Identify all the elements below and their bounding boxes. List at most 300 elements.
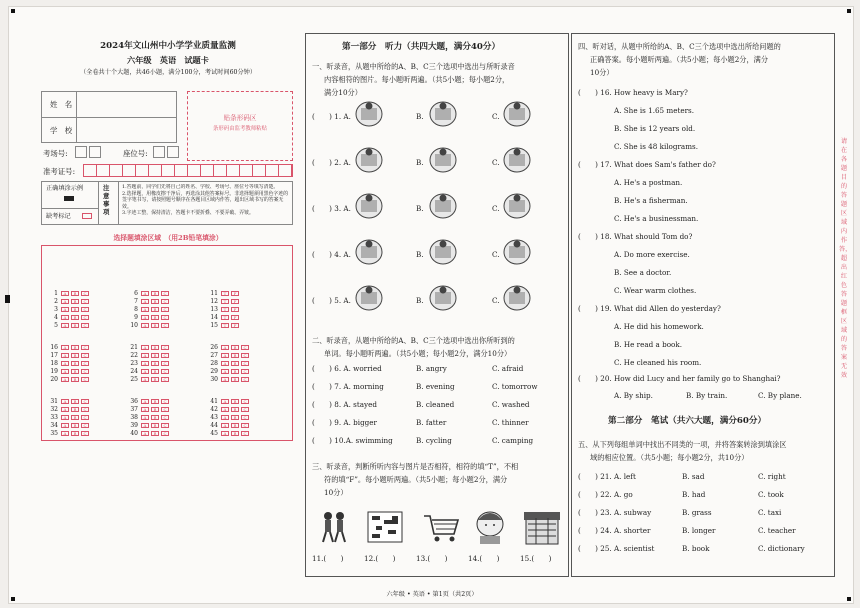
answer-bubble[interactable]: F xyxy=(231,291,239,296)
exam-subtitle: 六年级 英语 试题卡 xyxy=(127,55,209,65)
answer-bubble[interactable]: C xyxy=(81,431,89,436)
answer-bubble[interactable]: B xyxy=(71,399,79,404)
answer-bubble[interactable]: C xyxy=(161,431,169,436)
exam-no-box[interactable] xyxy=(75,146,87,158)
dialogue-option-c: C. Wear warm clothes. xyxy=(614,286,697,295)
instruction-line: 单词。每小题听两遍。（共5小题；每小题2分，满分10分） xyxy=(324,349,512,358)
answer-bubble[interactable]: C xyxy=(241,345,249,350)
answer-bubble[interactable]: C xyxy=(81,369,89,374)
answer-bubble[interactable]: C xyxy=(81,315,89,320)
question-number: 13 xyxy=(210,306,218,313)
question-number: 18 xyxy=(50,360,58,367)
answer-bubble[interactable]: A xyxy=(141,377,149,382)
absent-label: 缺考标记 xyxy=(46,213,71,220)
question-number: 44 xyxy=(210,422,218,429)
answer-bubble[interactable]: B xyxy=(231,361,239,366)
question-number: 4 xyxy=(54,314,58,321)
answer-bubble[interactable]: B xyxy=(151,369,159,374)
question-number: 1 xyxy=(54,290,58,297)
bubble-row xyxy=(46,398,91,406)
bubble-row xyxy=(46,360,91,368)
tf-blank-12[interactable]: 12.( ) xyxy=(364,554,396,563)
answer-bubble[interactable]: B xyxy=(151,423,159,428)
answer-bubble[interactable]: A xyxy=(61,299,69,304)
bubble-row xyxy=(206,414,251,422)
vocab-option-c: C. teacher xyxy=(758,526,796,535)
answer-bubble[interactable]: B xyxy=(151,407,159,412)
answer-bubble[interactable]: C xyxy=(81,353,89,358)
answer-bubble[interactable]: B xyxy=(71,353,79,358)
answer-bubble[interactable]: A xyxy=(141,291,149,296)
question-number: 5 xyxy=(54,322,58,329)
answer-bubble[interactable]: C xyxy=(241,369,249,374)
answer-bubble[interactable]: B xyxy=(151,361,159,366)
picture-question-2: ( ) 2. A. xyxy=(312,158,351,167)
answer-bubble[interactable]: C xyxy=(241,399,249,404)
question-number: 37 xyxy=(130,406,138,413)
answer-bubble[interactable]: C xyxy=(81,415,89,420)
bubble-row xyxy=(206,398,251,406)
bubble-row xyxy=(206,406,251,414)
seat-no-box[interactable] xyxy=(153,146,165,158)
answer-bubble[interactable]: B xyxy=(71,431,79,436)
answer-bubble[interactable]: C xyxy=(81,307,89,312)
answer-bubble[interactable]: B xyxy=(231,399,239,404)
picture-question-1: ( ) 1. A. xyxy=(312,112,351,121)
answer-bubble[interactable]: A xyxy=(141,299,149,304)
answer-bubble[interactable]: T xyxy=(221,299,229,304)
option-c-label: C. xyxy=(492,158,500,167)
bubble-row xyxy=(206,322,241,330)
dialogue-option-a: A. He did his homework. xyxy=(614,322,704,331)
answer-bubble[interactable]: B xyxy=(71,407,79,412)
question-number: 41 xyxy=(210,398,218,405)
bubble-row xyxy=(206,314,241,322)
vocab-option-b: B. had xyxy=(682,490,706,499)
question-number: 2 xyxy=(54,298,58,305)
answer-bubble[interactable]: B xyxy=(231,369,239,374)
answer-bubble[interactable]: A xyxy=(61,399,69,404)
part2-title: 第二部分 笔试（共六大题，满分60分） xyxy=(608,416,767,426)
question-number: 36 xyxy=(130,398,138,405)
bubble-row xyxy=(206,368,251,376)
answer-bubble[interactable]: B xyxy=(71,299,79,304)
word-option-c: C. camping xyxy=(492,436,534,445)
bubble-row xyxy=(126,368,171,376)
answer-bubble[interactable]: B xyxy=(71,315,79,320)
answer-sheet-page xyxy=(8,6,854,604)
option-c-label: C. xyxy=(492,204,500,213)
bubble-grid[interactable] xyxy=(41,245,293,441)
dialogue-option-c: C. He cleaned his room. xyxy=(614,358,702,367)
answer-bubble[interactable]: A xyxy=(221,399,229,404)
answer-bubble[interactable]: T xyxy=(221,315,229,320)
answer-bubble[interactable]: C xyxy=(81,291,89,296)
answer-bubble[interactable]: A xyxy=(141,307,149,312)
answer-bubble[interactable]: C xyxy=(161,345,169,350)
answer-bubble[interactable]: B xyxy=(71,377,79,382)
answer-bubble[interactable]: F xyxy=(231,307,239,312)
bubble-row xyxy=(46,406,91,414)
cleaning-picture xyxy=(354,236,384,266)
answer-bubble[interactable]: A xyxy=(141,323,149,328)
dialogue-option-b: B. He read a book. xyxy=(614,340,682,349)
bubble-row xyxy=(206,344,251,352)
answer-bubble[interactable]: C xyxy=(161,399,169,404)
answer-bubble[interactable]: A xyxy=(141,431,149,436)
answer-bubble[interactable]: B xyxy=(151,345,159,350)
boy-playing-picture xyxy=(354,144,384,174)
answer-bubble[interactable]: B xyxy=(231,345,239,350)
answer-bubble[interactable]: C xyxy=(81,423,89,428)
bubble-row xyxy=(46,376,91,384)
answer-bubble[interactable]: C xyxy=(81,377,89,382)
listening-column xyxy=(305,33,569,577)
answer-bubble[interactable]: A xyxy=(221,361,229,366)
answer-bubble[interactable]: A xyxy=(61,353,69,358)
option-b-label: B. xyxy=(416,112,424,121)
q20-option-a: A. By ship. xyxy=(614,391,653,400)
answer-bubble[interactable]: A xyxy=(61,345,69,350)
question-number: 26 xyxy=(210,344,218,351)
answer-bubble[interactable]: B xyxy=(151,299,159,304)
vocab-option-c: C. took xyxy=(758,490,784,499)
tf-blank-15[interactable]: 15.( ) xyxy=(520,554,552,563)
vocab-option-c: C. dictionary xyxy=(758,544,805,553)
bubble-row xyxy=(126,406,171,414)
bubble-row xyxy=(46,414,91,422)
vocab-option-b: B. sad xyxy=(682,472,705,481)
sec3-instructions xyxy=(312,460,518,499)
bubble-row xyxy=(46,422,91,430)
answer-bubble[interactable]: B xyxy=(231,431,239,436)
family-picture xyxy=(428,190,458,220)
answer-bubble[interactable]: C xyxy=(241,415,249,420)
bubble-row xyxy=(46,290,91,298)
option-b-label: B. xyxy=(416,204,424,213)
question-number: 16 xyxy=(50,344,58,351)
answer-bubble[interactable]: A xyxy=(61,423,69,428)
barcode-title: 贴条形码区 xyxy=(223,114,257,122)
question-number: 34 xyxy=(50,422,58,429)
dialogue-option-a: A. She is 1.65 meters. xyxy=(614,106,695,115)
answer-bubble[interactable]: C xyxy=(161,369,169,374)
answer-bubble[interactable]: A xyxy=(221,377,229,382)
answer-bubble[interactable]: C xyxy=(161,315,169,320)
answer-bubble[interactable]: A xyxy=(61,315,69,320)
answer-bubble[interactable]: B xyxy=(71,323,79,328)
answer-bubble[interactable]: B xyxy=(231,423,239,428)
tf-blank-14[interactable]: 14.( ) xyxy=(468,554,500,563)
fill-instructions xyxy=(41,181,293,225)
option-c-label: C. xyxy=(492,112,500,121)
dialogue-question-19: ( ) 19. What did Allen do yesterday? xyxy=(578,304,721,313)
bubble-row xyxy=(126,360,171,368)
instruction-line: 域的相应位置。（共5小题；每小题2分，共10分） xyxy=(590,453,749,462)
question-number: 3 xyxy=(54,306,58,313)
answer-bubble[interactable]: C xyxy=(81,299,89,304)
answer-bubble[interactable]: C xyxy=(81,361,89,366)
answer-bubble[interactable]: A xyxy=(221,353,229,358)
notice-text xyxy=(122,184,290,224)
answer-bubble[interactable]: B xyxy=(71,291,79,296)
person-picture xyxy=(354,190,384,220)
bubble-row xyxy=(46,352,91,360)
answer-bubble[interactable]: A xyxy=(141,423,149,428)
answer-bubble[interactable]: B xyxy=(231,407,239,412)
answer-bubble[interactable]: A xyxy=(61,323,69,328)
answer-bubble[interactable]: B xyxy=(71,361,79,366)
cooking-picture xyxy=(502,190,532,220)
registration-mark xyxy=(847,9,851,13)
bubble-row xyxy=(206,360,251,368)
sick-girl-picture xyxy=(477,512,503,544)
answer-bubble[interactable]: C xyxy=(161,407,169,412)
answer-bubble[interactable]: A xyxy=(221,345,229,350)
bubble-row xyxy=(46,368,91,376)
answer-bubble[interactable]: A xyxy=(141,415,149,420)
question-number: 32 xyxy=(50,406,58,413)
answer-bubble[interactable]: B xyxy=(151,377,159,382)
answer-bubble[interactable]: T xyxy=(221,323,229,328)
instruction-line: 符的填“F”。每小题听两遍。（共5小题；每小题2分，满分 xyxy=(324,475,508,484)
bubble-row xyxy=(126,298,171,306)
notice-line: 3.字迹工整，保持清洁，答题卡不要折叠、不要弄破、弄皱。 xyxy=(122,210,254,216)
vocab-option-b: B. grass xyxy=(682,508,712,517)
answer-bubble[interactable]: B xyxy=(71,345,79,350)
q20-option-b: B. By train. xyxy=(686,391,728,400)
answer-bubble[interactable]: B xyxy=(231,415,239,420)
option-b-label: B. xyxy=(416,250,424,259)
crossword-picture xyxy=(368,512,402,542)
answer-bubble[interactable]: A xyxy=(141,353,149,358)
option-b-label: B. xyxy=(416,158,424,167)
question-number: 39 xyxy=(130,422,138,429)
answer-bubble[interactable]: A xyxy=(221,423,229,428)
question-number: 14 xyxy=(210,314,218,321)
bubble-row xyxy=(46,430,91,438)
answer-bubble[interactable]: C xyxy=(241,407,249,412)
student-info-column xyxy=(37,33,299,577)
notice-line: 1.答题前，同学们先将自己的姓名、学校、考场号、座位号等填写清楚。 xyxy=(122,184,279,190)
answer-bubble[interactable]: A xyxy=(61,415,69,420)
answer-bubble[interactable]: A xyxy=(141,399,149,404)
answer-bubble[interactable]: A xyxy=(61,291,69,296)
answer-bubble[interactable]: A xyxy=(61,431,69,436)
book-picture xyxy=(502,98,532,128)
answer-bubble[interactable]: A xyxy=(61,377,69,382)
exam-note: （全卷共十个大题，共46小题，满分100分，考试时间60分钟） xyxy=(79,69,257,76)
question-number: 43 xyxy=(210,414,218,421)
answer-bubble[interactable]: B xyxy=(151,415,159,420)
answer-bubble[interactable]: C xyxy=(241,361,249,366)
name-field[interactable] xyxy=(78,94,174,115)
option-c-label: C. xyxy=(492,250,500,259)
bubble-row xyxy=(206,290,241,298)
answer-bubble[interactable]: C xyxy=(81,345,89,350)
picture-question-4: ( ) 4. A. xyxy=(312,250,351,259)
bubble-row xyxy=(126,322,171,330)
registration-mark xyxy=(5,295,10,303)
answer-bubble[interactable]: C xyxy=(241,431,249,436)
exam-title: 2024年文山州中小学学业质量监测 xyxy=(100,41,236,51)
answer-bubble[interactable]: C xyxy=(161,307,169,312)
instruction-line: 10分） xyxy=(590,68,614,77)
question-number: 42 xyxy=(210,406,218,413)
instruction-line: 五、从下列每组单词中找出不同类的一项，并将答案转涂到填涂区 xyxy=(578,440,787,449)
vocab-question-23: ( ) 23. A. subway xyxy=(578,508,652,517)
word-option-b: B. cleaned xyxy=(416,400,455,409)
answer-bubble[interactable]: B xyxy=(71,369,79,374)
choice-area-title: 选择题填涂区域 （用2B铅笔填涂） xyxy=(113,234,223,242)
answer-bubble[interactable]: T xyxy=(221,307,229,312)
answer-bubble[interactable]: B xyxy=(151,323,159,328)
bubble-row xyxy=(206,422,251,430)
question-20: ( ) 20. How did Lucy and her family go to Shanghai? xyxy=(578,374,781,383)
question-number: 9 xyxy=(134,314,138,321)
answer-bubble[interactable]: B xyxy=(151,291,159,296)
word-option-b: B. cycling xyxy=(416,436,452,445)
answer-bubble[interactable]: A xyxy=(61,307,69,312)
question-number: 22 xyxy=(130,352,138,359)
vocab-option-c: C. right xyxy=(758,472,786,481)
side-warning-note: 请在各题目的答题区域内作答，超出红色答题框区域的答案无效 xyxy=(839,138,852,379)
word-option-b: B. angry xyxy=(416,364,447,373)
word-option-c: C. tomorrow xyxy=(492,382,538,391)
question-number: 11 xyxy=(210,290,218,297)
bubble-row xyxy=(46,344,91,352)
question-number: 7 xyxy=(134,298,138,305)
question-number: 19 xyxy=(50,368,58,375)
answer-bubble[interactable]: C xyxy=(161,353,169,358)
question-number: 10 xyxy=(130,322,138,329)
answer-bubble[interactable]: F xyxy=(231,323,239,328)
sec2-instructions xyxy=(312,334,515,360)
sec1-instructions xyxy=(312,60,515,99)
question-number: 31 xyxy=(50,398,58,405)
answer-bubble[interactable]: C xyxy=(161,291,169,296)
instruction-line: 一、听录音，从题中所给的A、B、C三个选项中选出与所听录音 xyxy=(312,62,515,71)
answer-bubble[interactable]: B xyxy=(151,353,159,358)
question-number: 15 xyxy=(210,322,218,329)
answer-bubble[interactable]: A xyxy=(61,369,69,374)
answer-bubble[interactable]: B xyxy=(71,307,79,312)
answer-bubble[interactable]: C xyxy=(161,377,169,382)
school-picture xyxy=(354,98,384,128)
question-number: 12 xyxy=(210,298,218,305)
notice-label: 注意事项 xyxy=(103,184,110,216)
bubble-row xyxy=(46,298,91,306)
instruction-line: 满分10分） xyxy=(324,88,362,97)
answer-bubble[interactable]: B xyxy=(151,399,159,404)
answer-bubble[interactable]: C xyxy=(81,323,89,328)
answer-bubble[interactable]: A xyxy=(61,361,69,366)
answer-bubble[interactable]: C xyxy=(241,353,249,358)
answer-bubble[interactable]: A xyxy=(141,361,149,366)
answer-bubble[interactable]: B xyxy=(151,307,159,312)
answer-bubble[interactable]: T xyxy=(221,291,229,296)
answer-bubble[interactable]: C xyxy=(161,415,169,420)
ticket-number-boxes[interactable] xyxy=(83,164,293,177)
instruction-line: 四、听对话，从题中所给的A、B、C三个选项中选出所给问题的 xyxy=(578,42,781,51)
bubble-row xyxy=(206,352,251,360)
answer-bubble[interactable]: A xyxy=(141,315,149,320)
word-question-8: ( ) 8. A. stayed xyxy=(312,400,377,409)
answer-bubble[interactable]: C xyxy=(81,399,89,404)
ticket-label: 准考证号: xyxy=(43,167,76,176)
answer-bubble[interactable]: C xyxy=(241,423,249,428)
option-c-label: C. xyxy=(492,296,500,305)
barcode-area xyxy=(187,91,293,161)
answer-bubble[interactable]: A xyxy=(141,345,149,350)
question-number: 35 xyxy=(50,430,58,437)
dialogue-question-18: ( ) 18. What should Tom do? xyxy=(578,232,693,241)
dialogue-option-b: B. He's a fisherman. xyxy=(614,196,688,205)
answer-bubble[interactable]: A xyxy=(141,407,149,412)
word-question-7: ( ) 7. A. morning xyxy=(312,382,384,391)
barcode-note: 条形码由监考教师粘贴 xyxy=(213,126,267,132)
answer-bubble[interactable]: A xyxy=(141,369,149,374)
sec5-instructions xyxy=(578,438,786,464)
tf-blank-13[interactable]: 13.( ) xyxy=(416,554,448,563)
bubble-row xyxy=(206,430,251,438)
bicycle-picture xyxy=(502,282,532,312)
answer-bubble[interactable]: F xyxy=(231,315,239,320)
answer-bubble[interactable]: B xyxy=(151,431,159,436)
word-question-9: ( ) 9. A. bigger xyxy=(312,418,377,427)
sec4-instructions xyxy=(578,40,781,79)
soccer-picture xyxy=(428,144,458,174)
answer-bubble[interactable]: C xyxy=(161,423,169,428)
bubble-row xyxy=(46,306,91,314)
answer-bubble[interactable]: B xyxy=(231,353,239,358)
answer-bubble[interactable]: A xyxy=(221,415,229,420)
answer-bubble[interactable]: F xyxy=(231,299,239,304)
question-number: 17 xyxy=(50,352,58,359)
absent-checkbox[interactable] xyxy=(82,213,92,219)
answer-bubble[interactable]: C xyxy=(161,323,169,328)
answer-bubble[interactable]: A xyxy=(221,369,229,374)
answer-bubble[interactable]: C xyxy=(81,407,89,412)
shopping-cart-picture xyxy=(424,516,458,542)
word-option-c: C. thinner xyxy=(492,418,529,427)
answer-bubble[interactable]: C xyxy=(161,361,169,366)
question-number: 28 xyxy=(210,360,218,367)
answer-bubble[interactable]: C xyxy=(241,377,249,382)
seat-no-box[interactable] xyxy=(167,146,179,158)
instruction-line: 二、听录音，从题中所给的A、B、C三个选项中选出你所听到的 xyxy=(312,336,515,345)
word-option-c: C. afraid xyxy=(492,364,524,373)
answer-bubble[interactable]: B xyxy=(231,377,239,382)
fill-sample-label: 正确填涂示例 xyxy=(46,185,84,192)
bubble-row xyxy=(46,322,91,330)
answer-bubble[interactable]: B xyxy=(71,423,79,428)
school-field[interactable] xyxy=(78,119,174,140)
answer-bubble[interactable]: A xyxy=(221,431,229,436)
school-label: 学 校 xyxy=(50,126,73,135)
instruction-line: 10分） xyxy=(324,488,348,497)
answer-bubble[interactable]: B xyxy=(71,415,79,420)
tf-blank-11[interactable]: 11.( ) xyxy=(312,554,344,563)
answer-bubble[interactable]: C xyxy=(161,299,169,304)
answer-bubble[interactable]: A xyxy=(221,407,229,412)
exam-no-box[interactable] xyxy=(89,146,101,158)
answer-bubble[interactable]: B xyxy=(151,315,159,320)
answer-bubble[interactable]: A xyxy=(61,407,69,412)
instruction-line: 内容相符的图片。每小题听两遍。（共5小题；每小题2分， xyxy=(324,75,510,84)
vocab-question-25: ( ) 25. A. scientist xyxy=(578,544,655,553)
bubble-row xyxy=(46,314,91,322)
